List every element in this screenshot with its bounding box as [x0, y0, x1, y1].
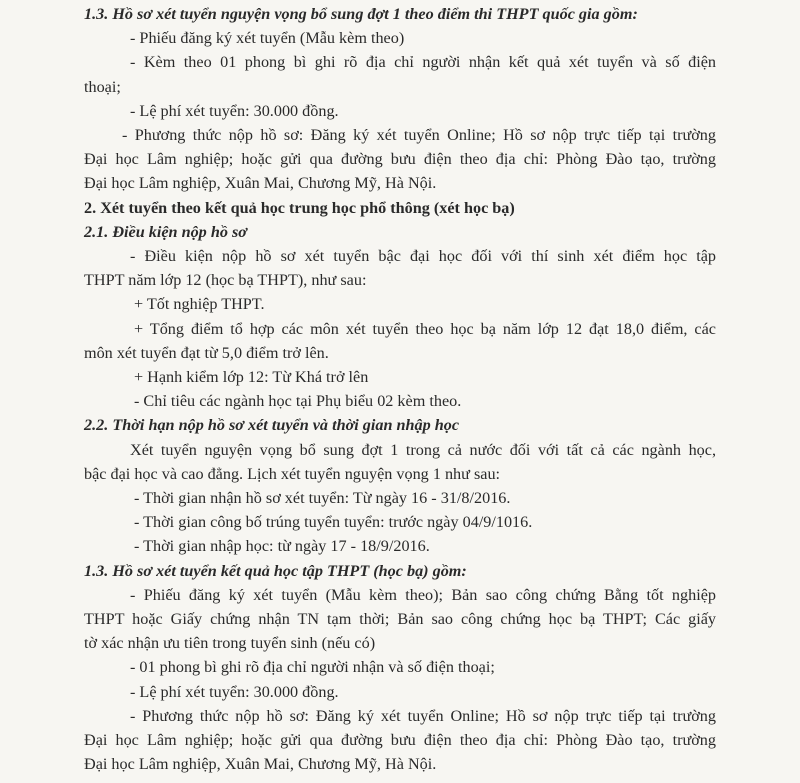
text-line: - Kèm theo 01 phong bì ghi rõ địa chỉ người nhận kết quả xét tuyển và số điện — [130, 53, 716, 72]
text-line: - 01 phong bì ghi rõ địa chỉ người nhận và số điện thoại; — [130, 658, 495, 677]
text-line: - Phương thức nộp hồ sơ: Đăng ký xét tuyển Online; Hồ sơ nộp trực tiếp tại trường — [122, 126, 716, 145]
text-line: tờ xác nhận ưu tiên trong tuyển sinh (nếu có) — [84, 634, 376, 653]
text-line: Đại học Lâm nghiệp; hoặc gửi qua đường bưu điện theo địa chỉ: Phòng Đào tạo, trường — [84, 150, 716, 169]
section-heading: 2.1. Điều kiện nộp hồ sơ — [84, 222, 247, 241]
text-line: Đại học Lâm nghiệp, Xuân Mai, Chương Mỹ, Hà Nội. — [84, 755, 437, 774]
section-heading: 2.2. Thời hạn nộp hồ sơ xét tuyển và thời gian nhập học — [84, 416, 460, 435]
section-heading: 2. Xét tuyển theo kết quả học trung học phổ thông (xét học bạ) — [84, 198, 515, 217]
text-line: - Phương thức nộp hồ sơ: Đăng ký xét tuyển Online; Hồ sơ nộp trực tiếp tại trường — [130, 706, 716, 725]
text-line: - Thời gian nhập học: từ ngày 17 - 18/9/2016. — [134, 537, 430, 556]
text-line: Đại học Lâm nghiệp; hoặc gửi qua đường bưu điện theo địa chỉ: Phòng Đào tạo, trường — [84, 731, 716, 750]
text-line: - Phiếu đăng ký xét tuyển (Mẫu kèm theo); Bản sao công chứng Bằng tốt nghiệp — [130, 585, 716, 604]
text-line: thoại; — [84, 77, 121, 96]
text-line: THPT năm lớp 12 (học bạ THPT), như sau: — [84, 271, 367, 290]
text-line: THPT hoặc Giấy chứng nhận TN tạm thời; Bản sao công chứng học bạ THPT; Các giấy — [84, 610, 716, 629]
text-line: Đại học Lâm nghiệp, Xuân Mai, Chương Mỹ, Hà Nội. — [84, 174, 437, 193]
text-line: - Lệ phí xét tuyển: 30.000 đồng. — [130, 101, 339, 120]
text-line: - Phiếu đăng ký xét tuyển (Mẫu kèm theo) — [130, 29, 405, 48]
text-line: bậc đại học và cao đẳng. Lịch xét tuyển nguyện vọng 1 như sau: — [84, 464, 501, 483]
text-line: + Tốt nghiệp THPT. — [134, 295, 265, 314]
text-line: + Hạnh kiểm lớp 12: Từ Khá trở lên — [134, 368, 369, 387]
text-line: - Lệ phí xét tuyển: 30.000 đồng. — [130, 682, 339, 701]
text-line: + Tổng điểm tổ hợp các môn xét tuyển theo học bạ năm lớp 12 đạt 18,0 điểm, các — [134, 319, 716, 338]
text-line: môn xét tuyển đạt từ 5,0 điểm trở lên. — [84, 343, 329, 362]
text-line: - Chỉ tiêu các ngành học tại Phụ biểu 02 kèm theo. — [134, 392, 462, 411]
text-line: - Thời gian công bố trúng tuyển tuyển: trước ngày 04/9/1016. — [134, 513, 533, 532]
text-line: - Thời gian nhận hồ sơ xét tuyển: Từ ngày 16 - 31/8/2016. — [134, 489, 511, 508]
section-heading: 1.3. Hồ sơ xét tuyển nguyện vọng bổ sung đợt 1 theo điểm thi THPT quốc gia gồm: — [84, 5, 638, 23]
text-line: Xét tuyển nguyện vọng bổ sung đợt 1 trong cả nước đối với tất cả các ngành học, — [130, 440, 716, 459]
text-line: - Điều kiện nộp hồ sơ xét tuyển bậc đại học đối với thí sinh xét điểm học tập — [130, 247, 716, 266]
section-heading: 1.3. Hồ sơ xét tuyển kết quả học tập THPT (học bạ) gồm: — [84, 561, 467, 580]
